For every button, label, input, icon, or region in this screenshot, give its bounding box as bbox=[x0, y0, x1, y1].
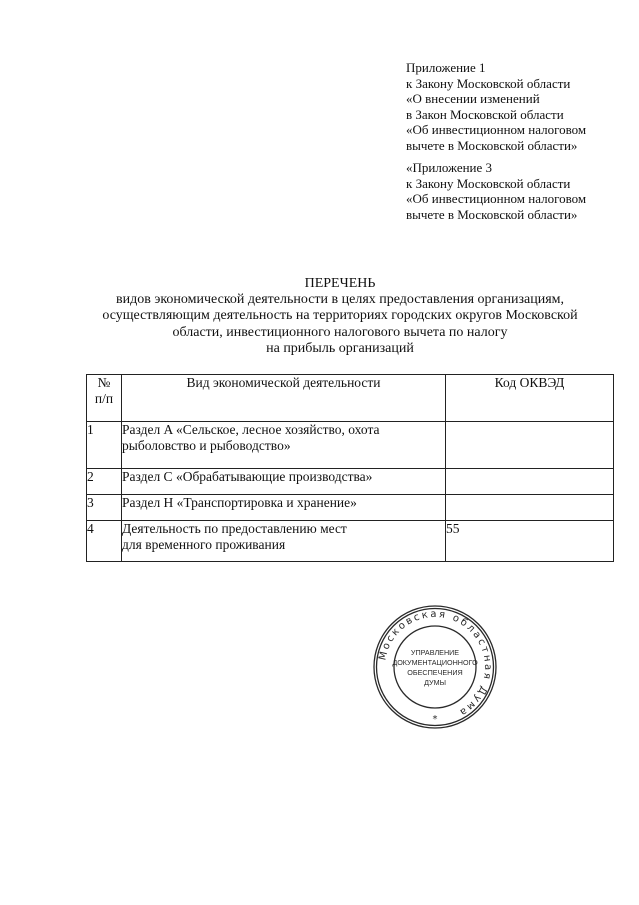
header-number bbox=[87, 375, 122, 422]
title-heading: ПЕРЕЧЕНЬ bbox=[304, 276, 376, 291]
activity-line: Раздел A «Сельское, лесное хозяйство, охота bbox=[122, 422, 380, 437]
appendix-line: «Об инвестиционном налоговом bbox=[406, 122, 587, 138]
table-row bbox=[87, 469, 614, 495]
official-stamp bbox=[372, 604, 498, 730]
header-number-label: п/п bbox=[94, 391, 114, 406]
stamp-center-line: ДУМЫ bbox=[424, 678, 446, 687]
cell-activity bbox=[122, 422, 446, 469]
stamp-center-line: ДОКУМЕНТАЦИОННОГО bbox=[392, 658, 478, 667]
activity-line: рыболовство и рыбоводство» bbox=[122, 438, 291, 453]
activity-line: Раздел C «Обрабатывающие производства» bbox=[122, 469, 373, 484]
appendix-line: «Приложение 3 bbox=[406, 160, 493, 175]
header-activity: Вид экономической деятельности bbox=[122, 375, 446, 422]
stamp-center-line: УПРАВЛЕНИЕ bbox=[410, 648, 460, 657]
cell-number: 4 bbox=[87, 521, 122, 562]
appendix-line: «О внесении изменений bbox=[406, 91, 540, 107]
table-header-row bbox=[87, 375, 614, 422]
cell-number: 2 bbox=[87, 469, 122, 495]
stamp-center-line: ОБЕСПЕЧЕНИЯ bbox=[407, 668, 463, 677]
table-row bbox=[87, 495, 614, 521]
appendix-line: вычете в Московской области» bbox=[406, 206, 578, 222]
table-row bbox=[87, 521, 614, 562]
cell-activity bbox=[122, 521, 446, 562]
appendix-line: вычете в Московской области» bbox=[406, 137, 578, 153]
appendix-line: к Закону Московской области bbox=[406, 175, 571, 191]
activity-line: Деятельность по предоставлению мест bbox=[122, 521, 347, 536]
header-code: Код ОКВЭД bbox=[446, 375, 614, 422]
okved-table bbox=[86, 374, 614, 562]
appendix-line: к Закону Московской области bbox=[406, 75, 571, 91]
appendix-line: «Об инвестиционном налоговом bbox=[406, 191, 587, 207]
title-line: видов экономической деятельности в целях предоставления организациям, bbox=[115, 292, 565, 308]
cell-code bbox=[446, 422, 614, 469]
stamp-ring-text: Московская областная Дума bbox=[377, 608, 494, 719]
appendix-3-block bbox=[406, 160, 631, 222]
cell-activity bbox=[122, 495, 446, 521]
title-line: на прибыль организаций bbox=[266, 340, 414, 356]
activity-line: для временного проживания bbox=[122, 537, 286, 552]
appendix-line: Приложение 1 bbox=[406, 60, 486, 75]
activity-line: Раздел H «Транспортировка и хранение» bbox=[122, 495, 357, 510]
stamp-seal-icon bbox=[372, 604, 498, 730]
header-number-symbol: № bbox=[97, 375, 111, 390]
title-line: области, инвестиционного налогового вычета по налогу bbox=[172, 324, 508, 340]
stamp-star: * bbox=[432, 714, 438, 725]
appendix-line: в Закон Московской области bbox=[406, 106, 564, 122]
table-row bbox=[87, 422, 614, 469]
cell-number: 1 bbox=[87, 422, 122, 469]
cell-number: 3 bbox=[87, 495, 122, 521]
cell-code: 55 bbox=[446, 521, 614, 562]
cell-activity bbox=[122, 469, 446, 495]
appendix-1-block bbox=[406, 60, 631, 154]
cell-code bbox=[446, 495, 614, 521]
document-title bbox=[60, 276, 620, 357]
cell-code bbox=[446, 469, 614, 495]
title-line: осуществляющим деятельность на территориях городских округов Московской bbox=[102, 308, 578, 324]
